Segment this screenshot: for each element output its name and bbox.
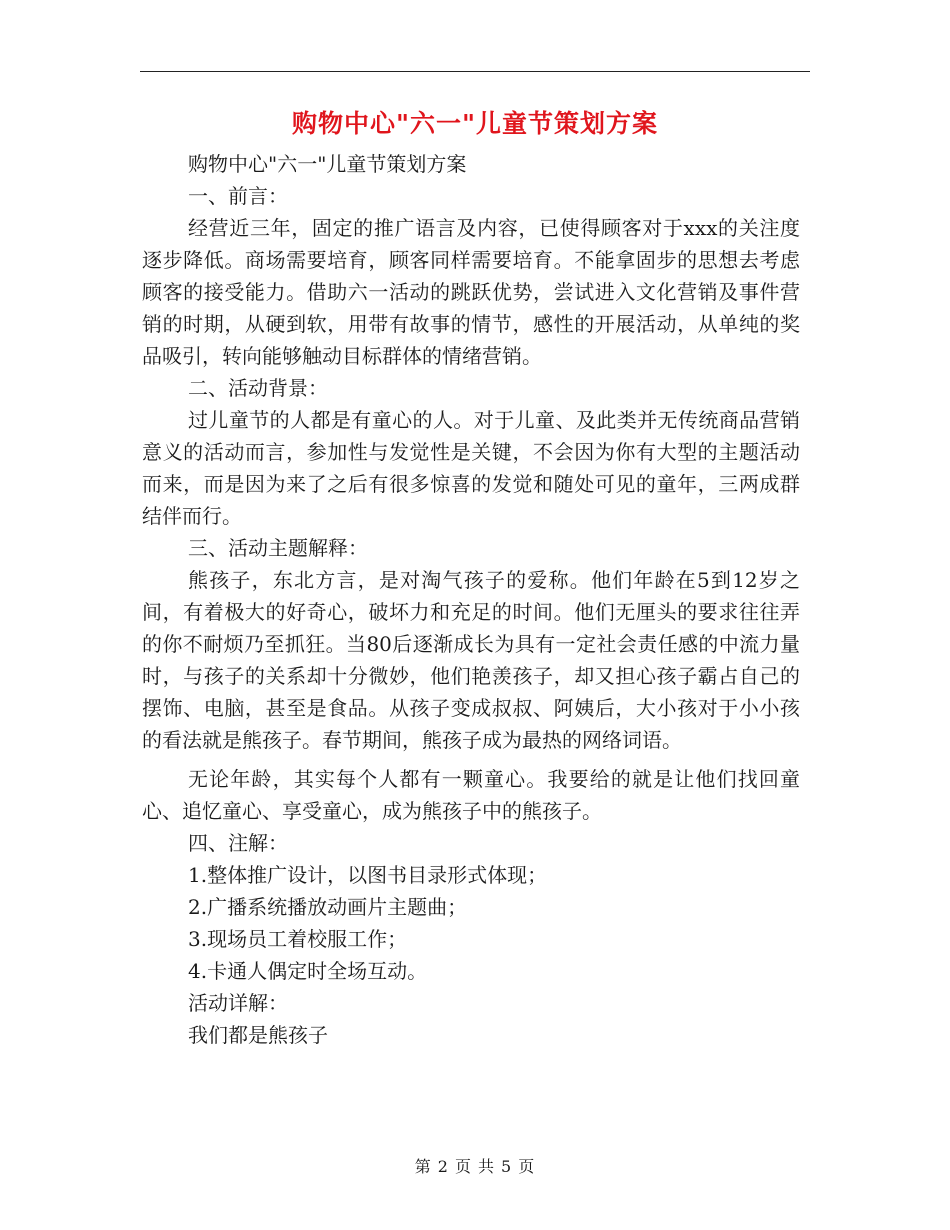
list-item: 1.整体推广设计，以图书目录形式体现； [188, 863, 548, 887]
paragraph-subtitle: 购物中心"六一"儿童节策划方案 [188, 152, 467, 176]
footer-label-total-unit: 页 [518, 1157, 536, 1176]
heading-notes: 四、注解： [188, 831, 288, 855]
heading-preface: 一、前言： [188, 184, 288, 208]
footer-label-page-unit: 页 [454, 1157, 472, 1176]
heading-background: 二、活动背景： [188, 376, 328, 400]
paragraph-theme: 熊孩子，东北方言，是对淘气孩子的爱称。他们年龄在5到12岁之间，有着极大的好奇心，破坏力和充足的时间。他们无厘头的要求往往弄的你不耐烦乃至抓狂。当80后逐渐成长为具有一定社会责任感的中流力量时，与孩子的关系却十分微妙，他们艳羡孩子，却又担心孩子霸占自己的摆饰、电脑，甚至是食品。从孩子变成叔叔、阿姨后，大小孩对于小小孩的看法就是熊孩子。春节期间，熊孩子成为最热的网络词语。 [142, 568, 800, 752]
footer-label-page: 第 [414, 1157, 432, 1176]
header-rule [140, 71, 810, 72]
list-item: 3.现场员工着校服工作； [188, 927, 408, 951]
page-footer [0, 1154, 950, 1177]
heading-details: 活动详解： [188, 991, 288, 1015]
document-body [142, 148, 800, 1051]
paragraph-theme-2: 无论年龄，其实每个人都有一颗童心。我要给的就是让他们找回童心、追忆童心、享受童心，成为熊孩子中的熊孩子。 [142, 767, 800, 823]
heading-theme: 三、活动主题解释： [188, 536, 368, 560]
paragraph-background: 过儿童节的人都是有童心的人。对于儿童、及此类并无传统商品营销意义的活动而言，参加性与发觉性是关键，不会因为你有大型的主题活动而来，而是因为来了之后有很多惊喜的发觉和随处可见的童年，三两成群结伴而行。 [142, 408, 800, 528]
footer-label-total: 共 [478, 1157, 496, 1176]
footer-total-pages: 5 [501, 1157, 513, 1176]
list-item: 2.广播系统播放动画片主题曲； [188, 895, 468, 919]
document-title: 购物中心"六一"儿童节策划方案 [291, 109, 659, 138]
paragraph-preface: 经营近三年，固定的推广语言及内容，已使得顾客对于xxx的关注度逐步降低。商场需要培育，顾客同样需要培育。不能拿固步的思想去考虑顾客的接受能力。借助六一活动的跳跃优势，尝试进入文化营销及事件营销的时期，从硬到软，用带有故事的情节，感性的开展活动，从单纯的奖品吸引，转向能够触动目标群体的情绪营销。 [142, 216, 800, 368]
list-item: 4.卡通人偶定时全场互动。 [188, 959, 428, 983]
paragraph-details: 我们都是熊孩子 [188, 1023, 328, 1047]
footer-current-page: 2 [437, 1157, 449, 1176]
